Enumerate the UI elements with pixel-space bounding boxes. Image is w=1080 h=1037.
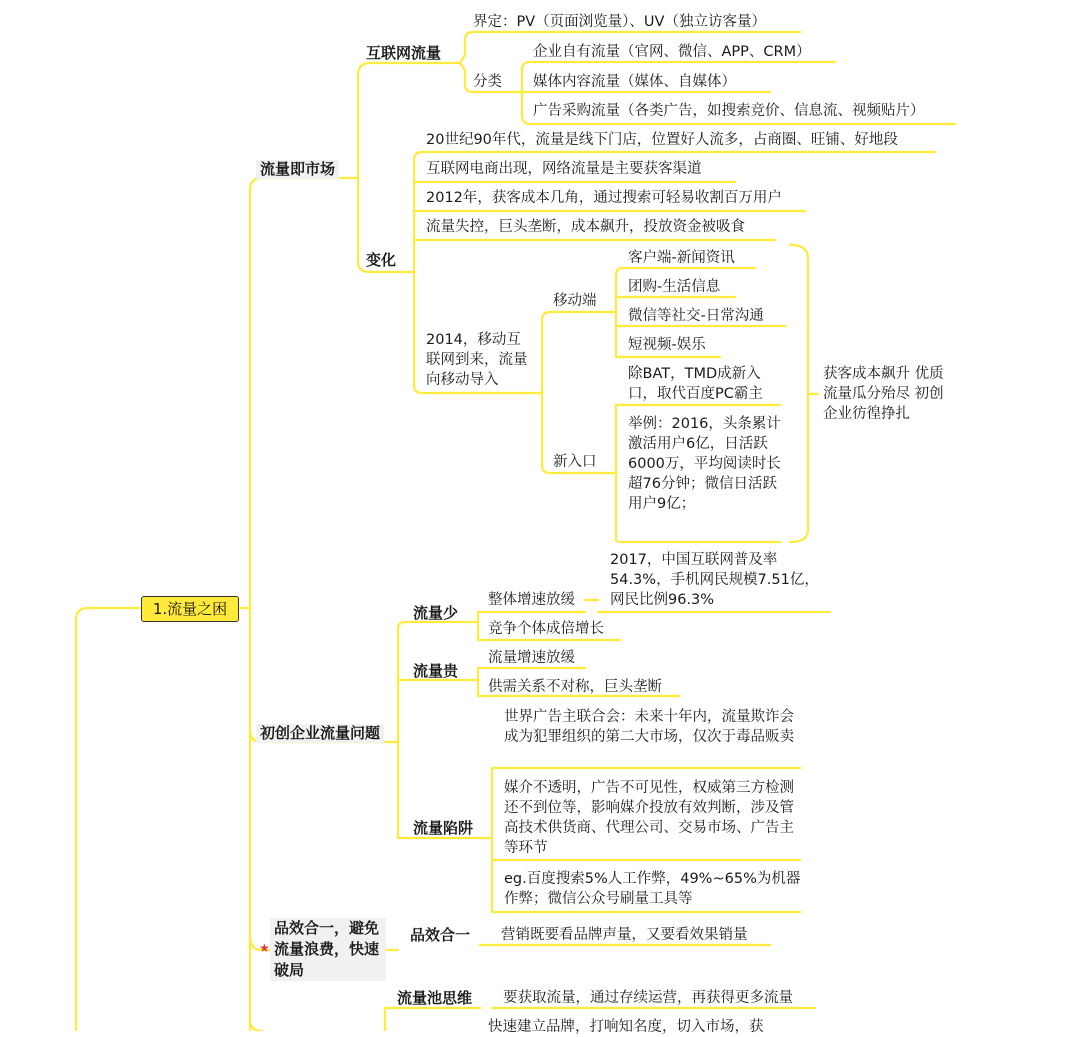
pool-next-item: 快速建立品牌，打响知名度，切入市场，获 — [488, 1019, 764, 1035]
less-item-1: 整体增速放缓 — [488, 592, 575, 608]
expensive-item-2: 供需关系不对称，巨头垄断 — [488, 679, 662, 695]
trap-item-3: eg.百度搜索5%人工作弊，49%~65%为机器作弊；微信公众号刷量工具等 — [504, 871, 801, 907]
change-item-3: 2012年，获客成本几角，通过搜索可轻易收割百万用户 — [426, 190, 782, 206]
branch-brand-label[interactable]: 品效合一，避免流量浪费，快速破局 — [270, 918, 386, 981]
classify-item-3: 广告采购流量（各类广告，如搜索竞价、信息流、视频贴片） — [533, 103, 925, 119]
classify-item-2: 媒体内容流量（媒体、自媒体） — [533, 74, 736, 90]
change-item-1: 20世纪90年代，流量是线下门店，位置好人流多，占商圈、旺铺、好地段 — [426, 132, 898, 148]
branch-market-label[interactable]: 流量即市场 — [256, 160, 339, 179]
branch-startup-label[interactable]: 初创企业流量问题 — [256, 724, 384, 743]
internet-traffic-label[interactable]: 互联网流量 — [366, 44, 442, 62]
pool-item: 要获取流量，通过存续运营，再获得更多流量 — [503, 990, 793, 1006]
entrance-item-2: 举例：2016，头条累计激活用户6亿，日活跃6000万，平均阅读时长超76分钟；微信日活跃用户9亿； — [628, 416, 781, 512]
less-item-2: 竞争个体成倍增长 — [488, 621, 604, 637]
expensive-item-1: 流量增速放缓 — [488, 650, 575, 666]
mobile-item-3: 微信等社交-日常沟通 — [628, 308, 764, 324]
classify-item-1: 企业自有流量（官网、微信、APP、CRM） — [533, 44, 811, 60]
root-node[interactable]: 1.流量之困 — [141, 596, 239, 622]
brand-sub-item: 营销既要看品牌声量，又要看效果销量 — [501, 927, 748, 943]
entrance-item-1: 除BAT，TMD成新入口，取代百度PC霸主 — [628, 366, 763, 402]
trap-item-2: 媒介不透明，广告不可见性，权威第三方检测还不到位等，影响媒介投放有效判断，涉及管高技术供货商、代理公司、交易市场、广告主等环节 — [504, 780, 794, 856]
change-item-2: 互联网电商出现，网络流量是主要获客渠道 — [426, 161, 702, 177]
mobile-item-1: 客户端-新闻资讯 — [628, 250, 735, 266]
brand-sub-label[interactable]: 品效合一 — [410, 926, 471, 944]
classify-label[interactable]: 分类 — [473, 74, 502, 90]
less-label[interactable]: 流量少 — [413, 604, 459, 622]
mobile-item-4: 短视频-娱乐 — [628, 337, 706, 353]
mobile-label[interactable]: 移动端 — [553, 293, 597, 309]
internet-definition: 界定：PV（页面浏览量）、UV（独立访客量） — [473, 14, 766, 30]
mobile-item-2: 团购-生活信息 — [628, 279, 721, 295]
mobile-intro: 2014，移动互联网到来，流量向移动导入 — [426, 332, 528, 388]
pool-label[interactable]: 流量池思维 — [397, 989, 473, 1007]
change-label[interactable]: 变化 — [366, 251, 397, 269]
trap-label[interactable]: 流量陷阱 — [413, 819, 474, 837]
less-detail: 2017，中国互联网普及率54.3%，手机网民规模7.51亿，网民比例96.3% — [610, 552, 819, 608]
entrance-label[interactable]: 新入口 — [553, 454, 597, 470]
change-item-4: 流量失控，巨头垄断，成本飙升，投放资金被吸食 — [426, 219, 745, 235]
summary-note: 获客成本飙升 优质流量瓜分殆尽 初创企业彷徨挣扎 — [823, 366, 944, 422]
trap-item-1: 世界广告主联合会：未来十年内，流量欺诈会成为犯罪组织的第二大市场，仅次于毒品贩卖 — [504, 709, 794, 745]
star-icon: ★ — [259, 941, 270, 955]
expensive-label[interactable]: 流量贵 — [413, 662, 459, 680]
